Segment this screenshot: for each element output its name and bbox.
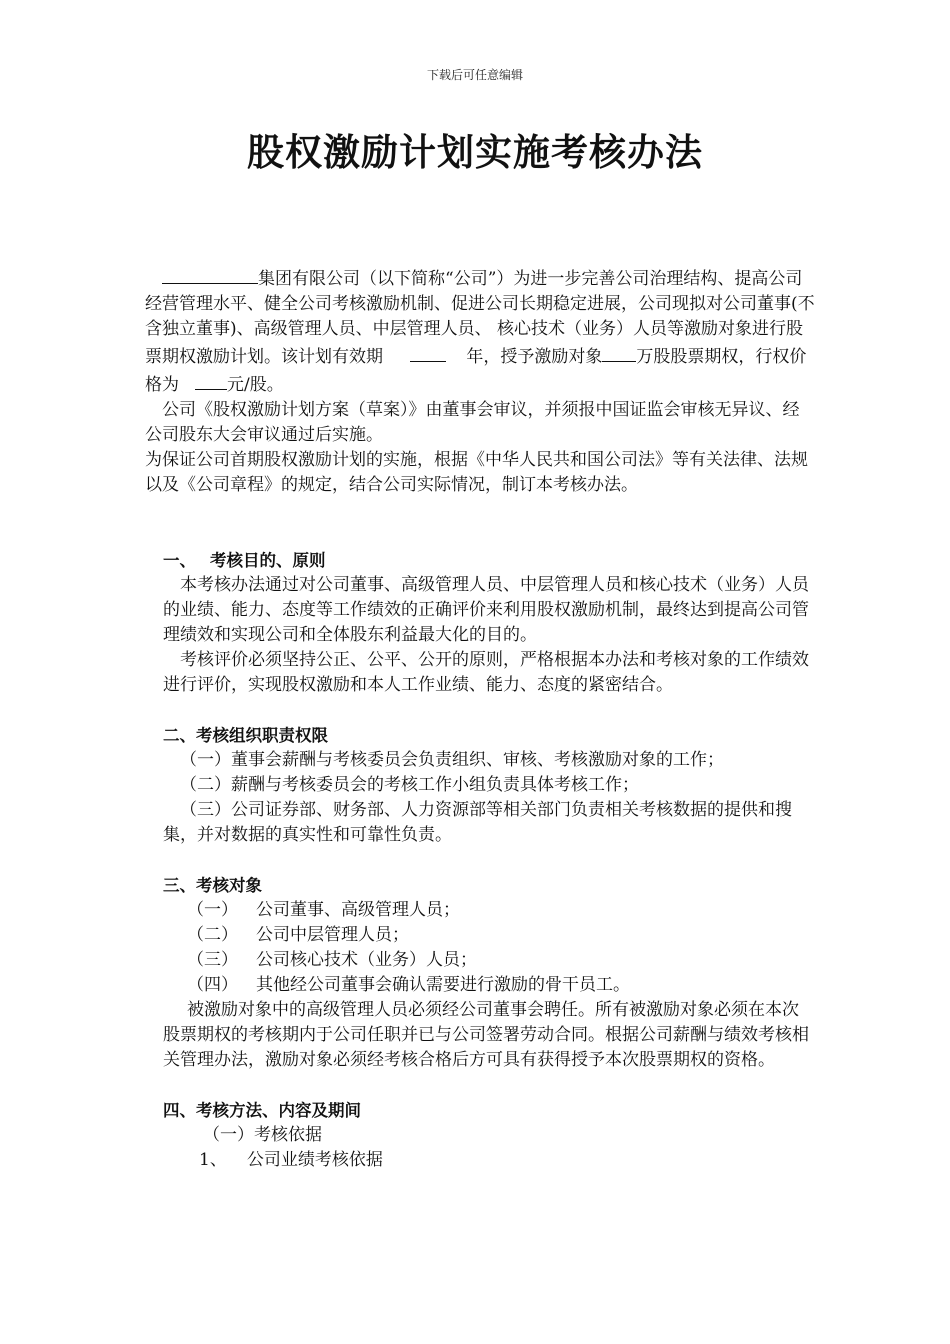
section-3-item-3: （三） 公司核心技术（业务）人员； [187, 950, 477, 970]
company-name-blank [162, 264, 258, 284]
document-body [145, 264, 815, 1173]
intro-paragraph-1: 集团有限公司（以下简称“公司”）为进一步完善公司治理结构、提高公司经营管理水平、健全公司考核激励机制、促进公司长期稳定进展，公司现拟对公司董事(不含独立董事)、高级管理人员、中层管理人员、 核心技术（业务）人员等激励对象进行股票期权激励计划。该计划有效期 年，授予激励对象 万股股票期权，行权价格为 元/股。 [145, 264, 815, 398]
section-3-item-4: （四） 其他经公司董事会确认需要进行激励的骨干员工。 [187, 975, 630, 995]
section-2-item-3: （三）公司证券部、财务部、人力资源部等相关部门负责相关考核数据的提供和搜集，并对数据的真实性和可靠性负责。 [163, 800, 792, 845]
section-4 [163, 1098, 815, 1173]
share-count-blank [602, 342, 636, 362]
section-3-heading: 三、考核对象 [163, 876, 262, 895]
section-2-heading: 二、考核组织职责权限 [163, 726, 328, 745]
section-1 [163, 548, 815, 698]
section-1-paragraph-1: 本考核办法通过对公司董事、高级管理人员、中层管理人员和核心技术（业务）人员的业绩、能力、态度等工作绩效的正确评价来利用股权激励机制，最终达到提高公司管理绩效和实现公司和全体股东利益最大化的目的。 [163, 575, 809, 645]
section-4-subitem-1: 1、 公司业绩考核依据 [199, 1150, 383, 1170]
intro-paragraph-3: 为保证公司首期股权激励计划的实施，根据《中华人民共和国公司法》等有关法律、法规以及《公司章程》的规定，结合公司实际情况，制订本考核办法。 [145, 450, 808, 495]
section-2-item-2: （二）薪酬与考核委员会的考核工作小组负责具体考核工作； [180, 775, 639, 795]
section-3-item-1: （一） 公司董事、高级管理人员； [187, 900, 460, 920]
section-1-heading: 一、 考核目的、原则 [163, 551, 326, 570]
section-3-item-2: （二） 公司中层管理人员； [187, 925, 409, 945]
exercise-price-blank [195, 370, 227, 390]
section-4-subheading-1: （一）考核依据 [203, 1125, 322, 1145]
validity-years-blank [410, 342, 446, 362]
section-2 [163, 723, 815, 848]
section-3-paragraph: 被激励对象中的高级管理人员必须经公司董事会聘任。所有被激励对象必须在本次股票期权的考核期内于公司任职并已与公司签署劳动合同。根据公司薪酬与绩效考核相关管理办法，激励对象必须经考核合格后方可具有获得授予本次股票期权的资格。 [163, 1000, 809, 1070]
intro-paragraph-2: 公司《股权激励计划方案（草案）》由董事会审议，并须报中国证监会审核无异议、经公司股东大会审议通过后实施。 [145, 400, 800, 445]
section-1-paragraph-2: 考核评价必须坚持公正、公平、公开的原则，严格根据本办法和考核对象的工作绩效进行评价，实现股权激励和本人工作业绩、能力、态度的紧密结合。 [163, 650, 809, 695]
section-4-heading: 四、考核方法、内容及期间 [163, 1101, 361, 1120]
header-note: 下载后可任意编辑 [426, 68, 523, 82]
section-3 [163, 873, 815, 1073]
section-2-item-1: （一）董事会薪酬与考核委员会负责组织、审核、考核激励对象的工作； [180, 750, 724, 770]
document-title: 股权激励计划实施考核办法 [247, 131, 703, 174]
